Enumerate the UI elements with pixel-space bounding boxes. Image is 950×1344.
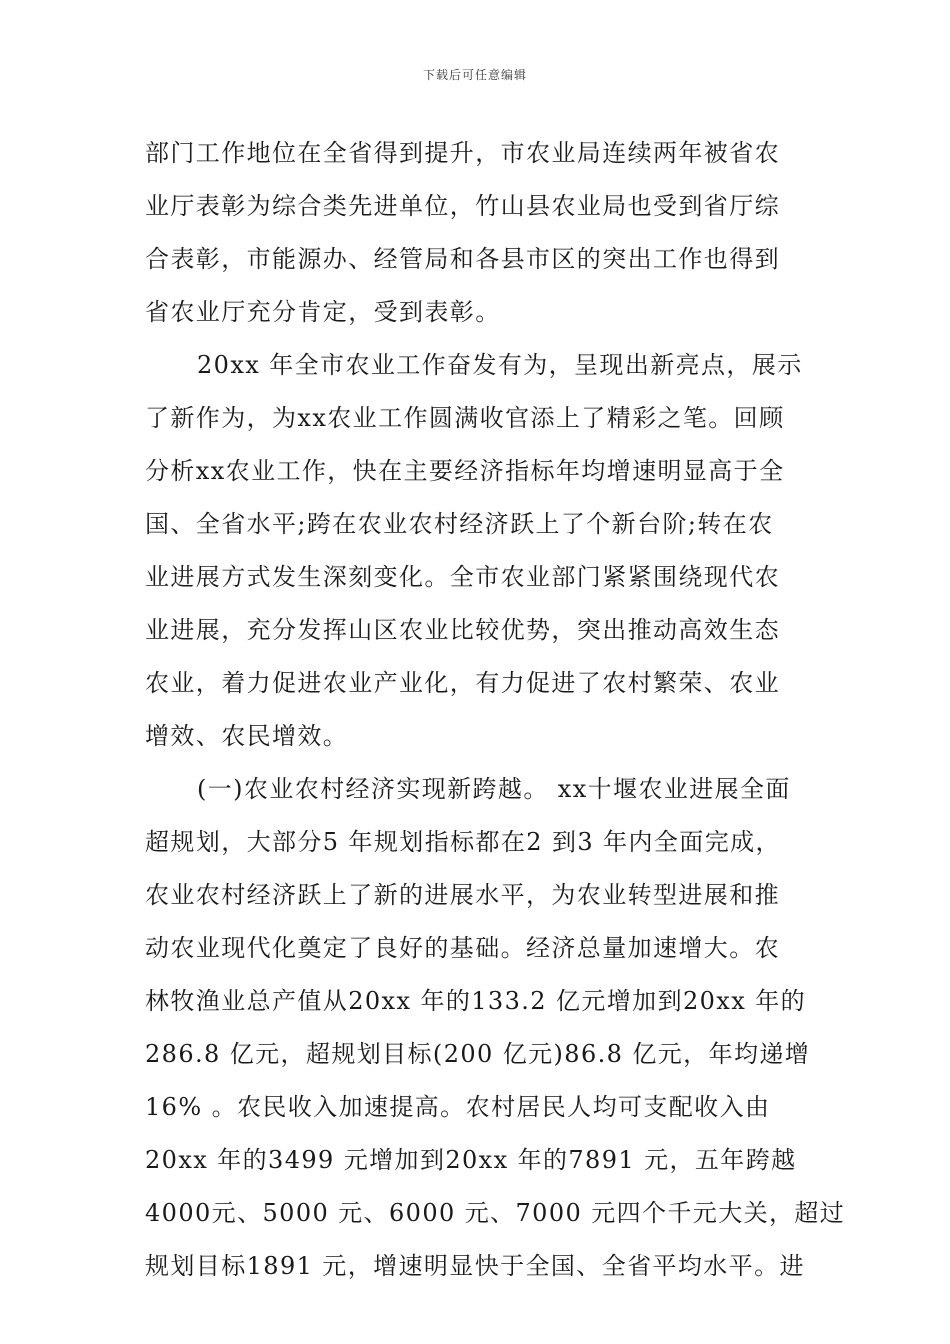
text-line: (一)农业农村经济实现新跨越。 xx十堰农业进展全面: [197, 775, 791, 803]
text-line: 业厅表彰为综合类先进单位，竹山县农业局也受到省厅综: [145, 192, 780, 220]
text-line: 286.8 亿元，超规划目标(200 亿元)86.8 亿元，年均递增: [145, 1040, 811, 1068]
text-line: 20xx 年的3499 元增加到20xx 年的7891 元，五年跨越: [145, 1146, 797, 1174]
text-line: 超规划，大部分5 年规划指标都在2 到3 年内全面完成，: [145, 828, 781, 856]
text-line: 国、全省水平;跨在农业农村经济跃上了个新台阶;转在农: [145, 510, 774, 538]
text-line: 农业，着力促进农业产业化，有力促进了农村繁荣、农业: [145, 669, 780, 697]
text-line: 规划目标1891 元，增速明显快于全国、全省平均水平。进: [145, 1252, 805, 1280]
page-header: 下载后可任意编辑: [422, 68, 527, 82]
paragraph-2: [145, 339, 810, 763]
text-line: 部门工作地位在全省得到提升，市农业局连续两年被省农: [145, 139, 780, 167]
text-line: 林牧渔业总产值从20xx 年的133.2 亿元增加到20xx 年的: [145, 987, 807, 1015]
text-line: 增效、农民增效。: [145, 722, 349, 750]
text-line: 业进展，充分发挥山区农业比较优势，突出推动高效生态: [145, 616, 780, 644]
text-line: 省农业厅充分肯定，受到表彰。: [145, 298, 501, 326]
text-line: 分析xx农业工作，快在主要经济指标年均增速明显高于全: [145, 457, 785, 485]
text-line: 了新作为，为xx农业工作圆满收官添上了精彩之笔。回顾: [145, 404, 785, 432]
document-body: [145, 127, 846, 1293]
text-line: 农业农村经济跃上了新的进展水平，为农业转型进展和推: [145, 881, 780, 909]
text-line: 20xx 年全市农业工作奋发有为，呈现出新亮点，展示: [197, 351, 803, 379]
text-line: 16% 。农民收入加速提高。农村居民人均可支配收入由: [145, 1093, 771, 1121]
paragraph-3: [145, 763, 846, 1293]
text-line: 业进展方式发生深刻变化。全市农业部门紧紧围绕现代农: [145, 563, 780, 591]
text-line: 合表彰，市能源办、经管局和各县市区的突出工作也得到: [145, 245, 780, 273]
text-line: 动农业现代化奠定了良好的基础。经济总量加速增大。农: [145, 934, 780, 962]
paragraph-1: [145, 127, 810, 339]
text-line: 4000元、5000 元、6000 元、7000 元四个千元大关，超过: [145, 1199, 846, 1227]
